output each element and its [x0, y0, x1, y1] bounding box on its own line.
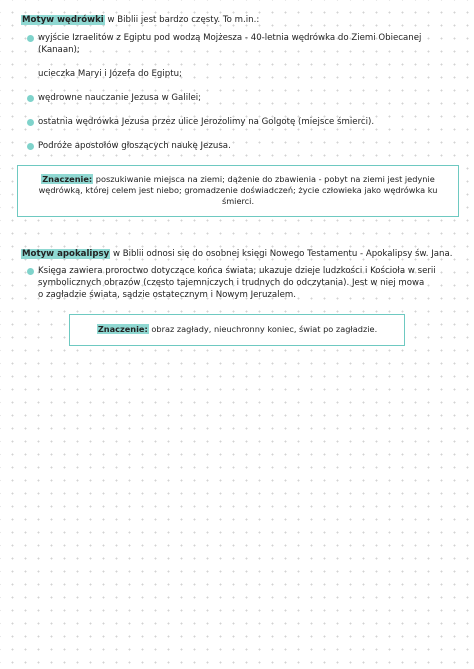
section1-meaning-box	[17, 165, 459, 217]
section1-heading	[21, 15, 259, 26]
section2-intro: w Biblii odnosi się do osobnej księgi Nowego Testamentu - Apokalipsy św. Jana.	[110, 249, 453, 259]
section1-item3: ostatnia wędrówka Jezusa przez ulice Jerozolimy na Golgotę (miejsce śmierci).	[38, 117, 375, 127]
bullet-dot	[27, 143, 34, 150]
section1-item4: Podróże apostołów głoszących naukę Jezusa.	[38, 141, 231, 151]
section2-item1-line2: symbolicznych obrazów (często tajemniczych i trudnych do odczytania). Jest w niej mowa	[38, 278, 425, 288]
meaning-line	[76, 324, 398, 335]
section2-meaning-box	[69, 314, 405, 346]
meaning-text: obraz zagłady, nieuchronny koniec, świat po zagładzie.	[148, 324, 378, 334]
section1-item1b: ucieczka Maryi i Józefa do Egiptu;	[38, 69, 182, 79]
section2-item1-line3: o zagładzie świata, sądzie ostatecznym i Nowym Jeruzalem.	[38, 290, 296, 300]
section2-heading	[21, 249, 452, 260]
meaning-text1: poszukiwanie miejsca na ziemi; dążenie do zbawienia - pobyt na ziemi jest jedynie	[93, 174, 435, 184]
meaning-label: Znaczenie:	[42, 174, 93, 184]
section1-intro: w Biblii jest bardzo częsty. To m.in.:	[104, 15, 260, 25]
meaning-line1	[24, 174, 452, 185]
bullet-dot	[27, 119, 34, 126]
bullet-dot	[27, 268, 34, 275]
meaning-line2: wędrówką, której celem jest niebo; gromadzenie doświadczeń; życie człowieka jako wędrówka ku	[38, 185, 438, 195]
section1-item1-line2: (Kanaan);	[38, 45, 80, 55]
meaning-line3: śmierci.	[221, 196, 255, 206]
meaning-label: Znaczenie:	[97, 324, 148, 334]
bullet-dot	[27, 95, 34, 102]
bullet-dot	[27, 35, 34, 42]
section2-label: Motyw apokalipsy	[22, 249, 110, 259]
section1-item2: wędrowne nauczanie Jezusa w Galilei;	[38, 93, 202, 103]
section1-item1-line1: wyjście Izraelitów z Egiptu pod wodzą Mojżesza - 40-letnia wędrówka do Ziemi Obiecanej	[38, 33, 422, 43]
section2-item1-line1: Księga zawiera proroctwo dotyczące końca świata; ukazuje dzieje ludzkości i Kościoła w serii	[38, 266, 436, 276]
section1-label: Motyw wędrówki	[22, 15, 104, 25]
